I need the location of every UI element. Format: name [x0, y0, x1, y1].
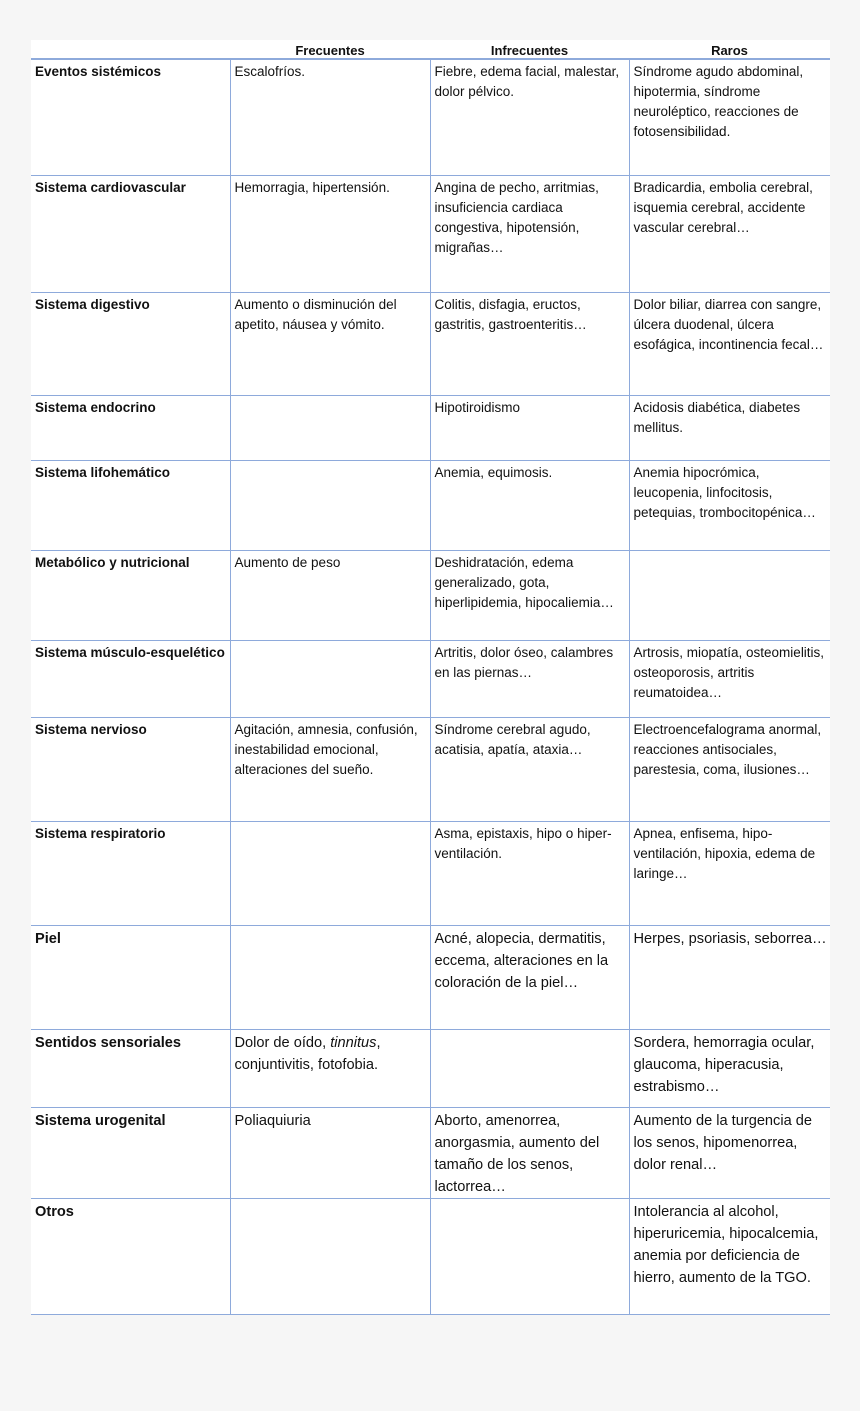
- cell-raros: Electroencefalograma anormal, reacciones antisociales, parestesia, coma, ilusiones…: [629, 717, 830, 821]
- table-row: [31, 717, 830, 821]
- cell-raros: Herpes, psoriasis, seborrea…: [629, 925, 830, 1029]
- header-category: [31, 40, 230, 59]
- cell-infrecuentes: Asma, epistaxis, hipo o hiper-ventilación.: [430, 821, 629, 925]
- table-header-row: [31, 40, 830, 59]
- cell-frecuentes: Aumento de peso: [230, 550, 430, 640]
- table-row: [31, 1198, 830, 1314]
- cell-frecuentes: [230, 460, 430, 550]
- table-row: [31, 1107, 830, 1198]
- table-row: [31, 460, 830, 550]
- cell-infrecuentes: Deshidratación, edema generalizado, gota, hiperlipidemia, hipocaliemia…: [430, 550, 629, 640]
- cell-raros: Intolerancia al alcohol, hiperuricemia, hipocalcemia, anemia por deficiencia de hierro, aumento de la TGO.: [629, 1198, 830, 1314]
- table-row: [31, 550, 830, 640]
- table-row: [31, 1029, 830, 1107]
- row-category: Sistema digestivo: [31, 292, 230, 395]
- cell-infrecuentes: Aborto, amenorrea, anorgasmia, aumento del tamaño de los senos, lactorrea…: [430, 1107, 629, 1198]
- cell-raros: Sordera, hemorragia ocular, glaucoma, hiperacusia, estrabismo…: [629, 1029, 830, 1107]
- cell-raros: Aumento de la turgencia de los senos, hipomenorrea, dolor renal…: [629, 1107, 830, 1198]
- cell-text: , conjuntivitis, fotofobia.: [234, 1034, 381, 1073]
- cell-text: Dolor de oído,: [234, 1034, 331, 1051]
- header-raros: Raros: [629, 40, 830, 59]
- row-category: Sistema nervioso: [31, 717, 230, 821]
- row-category: Sistema endocrino: [31, 395, 230, 460]
- table-row: [31, 640, 830, 717]
- row-category: Piel: [31, 925, 230, 1029]
- header-infrecuentes: Infrecuentes: [430, 40, 629, 59]
- cell-infrecuentes: Colitis, disfagia, eructos, gastritis, gastroenteritis…: [430, 292, 629, 395]
- cell-raros: [629, 550, 830, 640]
- cell-raros: Bradicardia, embolia cerebral, isquemia cerebral, accidente vascular cerebral…: [629, 175, 830, 292]
- table-row: [31, 175, 830, 292]
- cell-frecuentes: Poliaquiuria: [230, 1107, 430, 1198]
- cell-infrecuentes: Síndrome cerebral agudo, acatisia, apatía, ataxia…: [430, 717, 629, 821]
- cell-raros: Dolor biliar, diarrea con sangre, úlcera duodenal, úlcera esofágica, incontinencia fecal…: [629, 292, 830, 395]
- cell-frecuentes: [230, 925, 430, 1029]
- row-category: Sistema músculo-esquelético: [31, 640, 230, 717]
- table-row: [31, 925, 830, 1029]
- row-category: Otros: [31, 1198, 230, 1314]
- cell-frecuentes: [230, 1029, 430, 1107]
- cell-infrecuentes: Angina de pecho, arritmias, insuficiencia cardiaca congestiva, hipotensión, migrañas…: [430, 175, 629, 292]
- cell-raros: Apnea, enfisema, hipo-ventilación, hipoxia, edema de laringe…: [629, 821, 830, 925]
- cell-infrecuentes: [430, 1029, 629, 1107]
- cell-raros: Síndrome agudo abdominal, hipotermia, síndrome neuroléptico, reacciones de fotosensibilidad.: [629, 59, 830, 175]
- cell-frecuentes: [230, 821, 430, 925]
- cell-frecuentes: [230, 640, 430, 717]
- cell-raros: Artrosis, miopatía, osteomielitis, osteoporosis, artritis reumatoidea…: [629, 640, 830, 717]
- cell-frecuentes: Agitación, amnesia, confusión, inestabilidad emocional, alteraciones del sueño.: [230, 717, 430, 821]
- row-category: Sentidos sensoriales: [31, 1029, 230, 1107]
- row-category: Sistema respiratorio: [31, 821, 230, 925]
- row-category: Eventos sistémicos: [31, 59, 230, 175]
- table-row: [31, 59, 830, 175]
- cell-frecuentes: [230, 395, 430, 460]
- cell-raros: Acidosis diabética, diabetes mellitus.: [629, 395, 830, 460]
- cell-infrecuentes: Acné, alopecia, dermatitis, eccema, alteraciones en la coloración de la piel…: [430, 925, 629, 1029]
- adverse-effects-table-page: [31, 40, 830, 1315]
- header-frecuentes: Frecuentes: [230, 40, 430, 59]
- cell-frecuentes: Aumento o disminución del apetito, náusea y vómito.: [230, 292, 430, 395]
- cell-frecuentes: Escalofríos.: [230, 59, 430, 175]
- cell-infrecuentes: Fiebre, edema facial, malestar, dolor pélvico.: [430, 59, 629, 175]
- cell-infrecuentes: Artritis, dolor óseo, calambres en las piernas…: [430, 640, 629, 717]
- cell-infrecuentes: Hipotiroidismo: [430, 395, 629, 460]
- row-category: Sistema cardiovascular: [31, 175, 230, 292]
- cell-infrecuentes: Anemia, equimosis.: [430, 460, 629, 550]
- row-category: Sistema urogenital: [31, 1107, 230, 1198]
- adverse-effects-table: [31, 40, 830, 1315]
- row-category: Sistema lifohemático: [31, 460, 230, 550]
- cell-frecuentes: [230, 1198, 430, 1314]
- cell-infrecuentes: [430, 1198, 629, 1314]
- table-row: [31, 292, 830, 395]
- table-row: [31, 821, 830, 925]
- cell-frecuentes: Hemorragia, hipertensión.: [230, 175, 430, 292]
- italic-term: tinnitus: [330, 1034, 377, 1051]
- table-row: [31, 395, 830, 460]
- cell-raros: Anemia hipocrómica, leucopenia, linfocitosis, petequias, trombocitopénica…: [629, 460, 830, 550]
- row-category: Metabólico y nutricional: [31, 550, 230, 640]
